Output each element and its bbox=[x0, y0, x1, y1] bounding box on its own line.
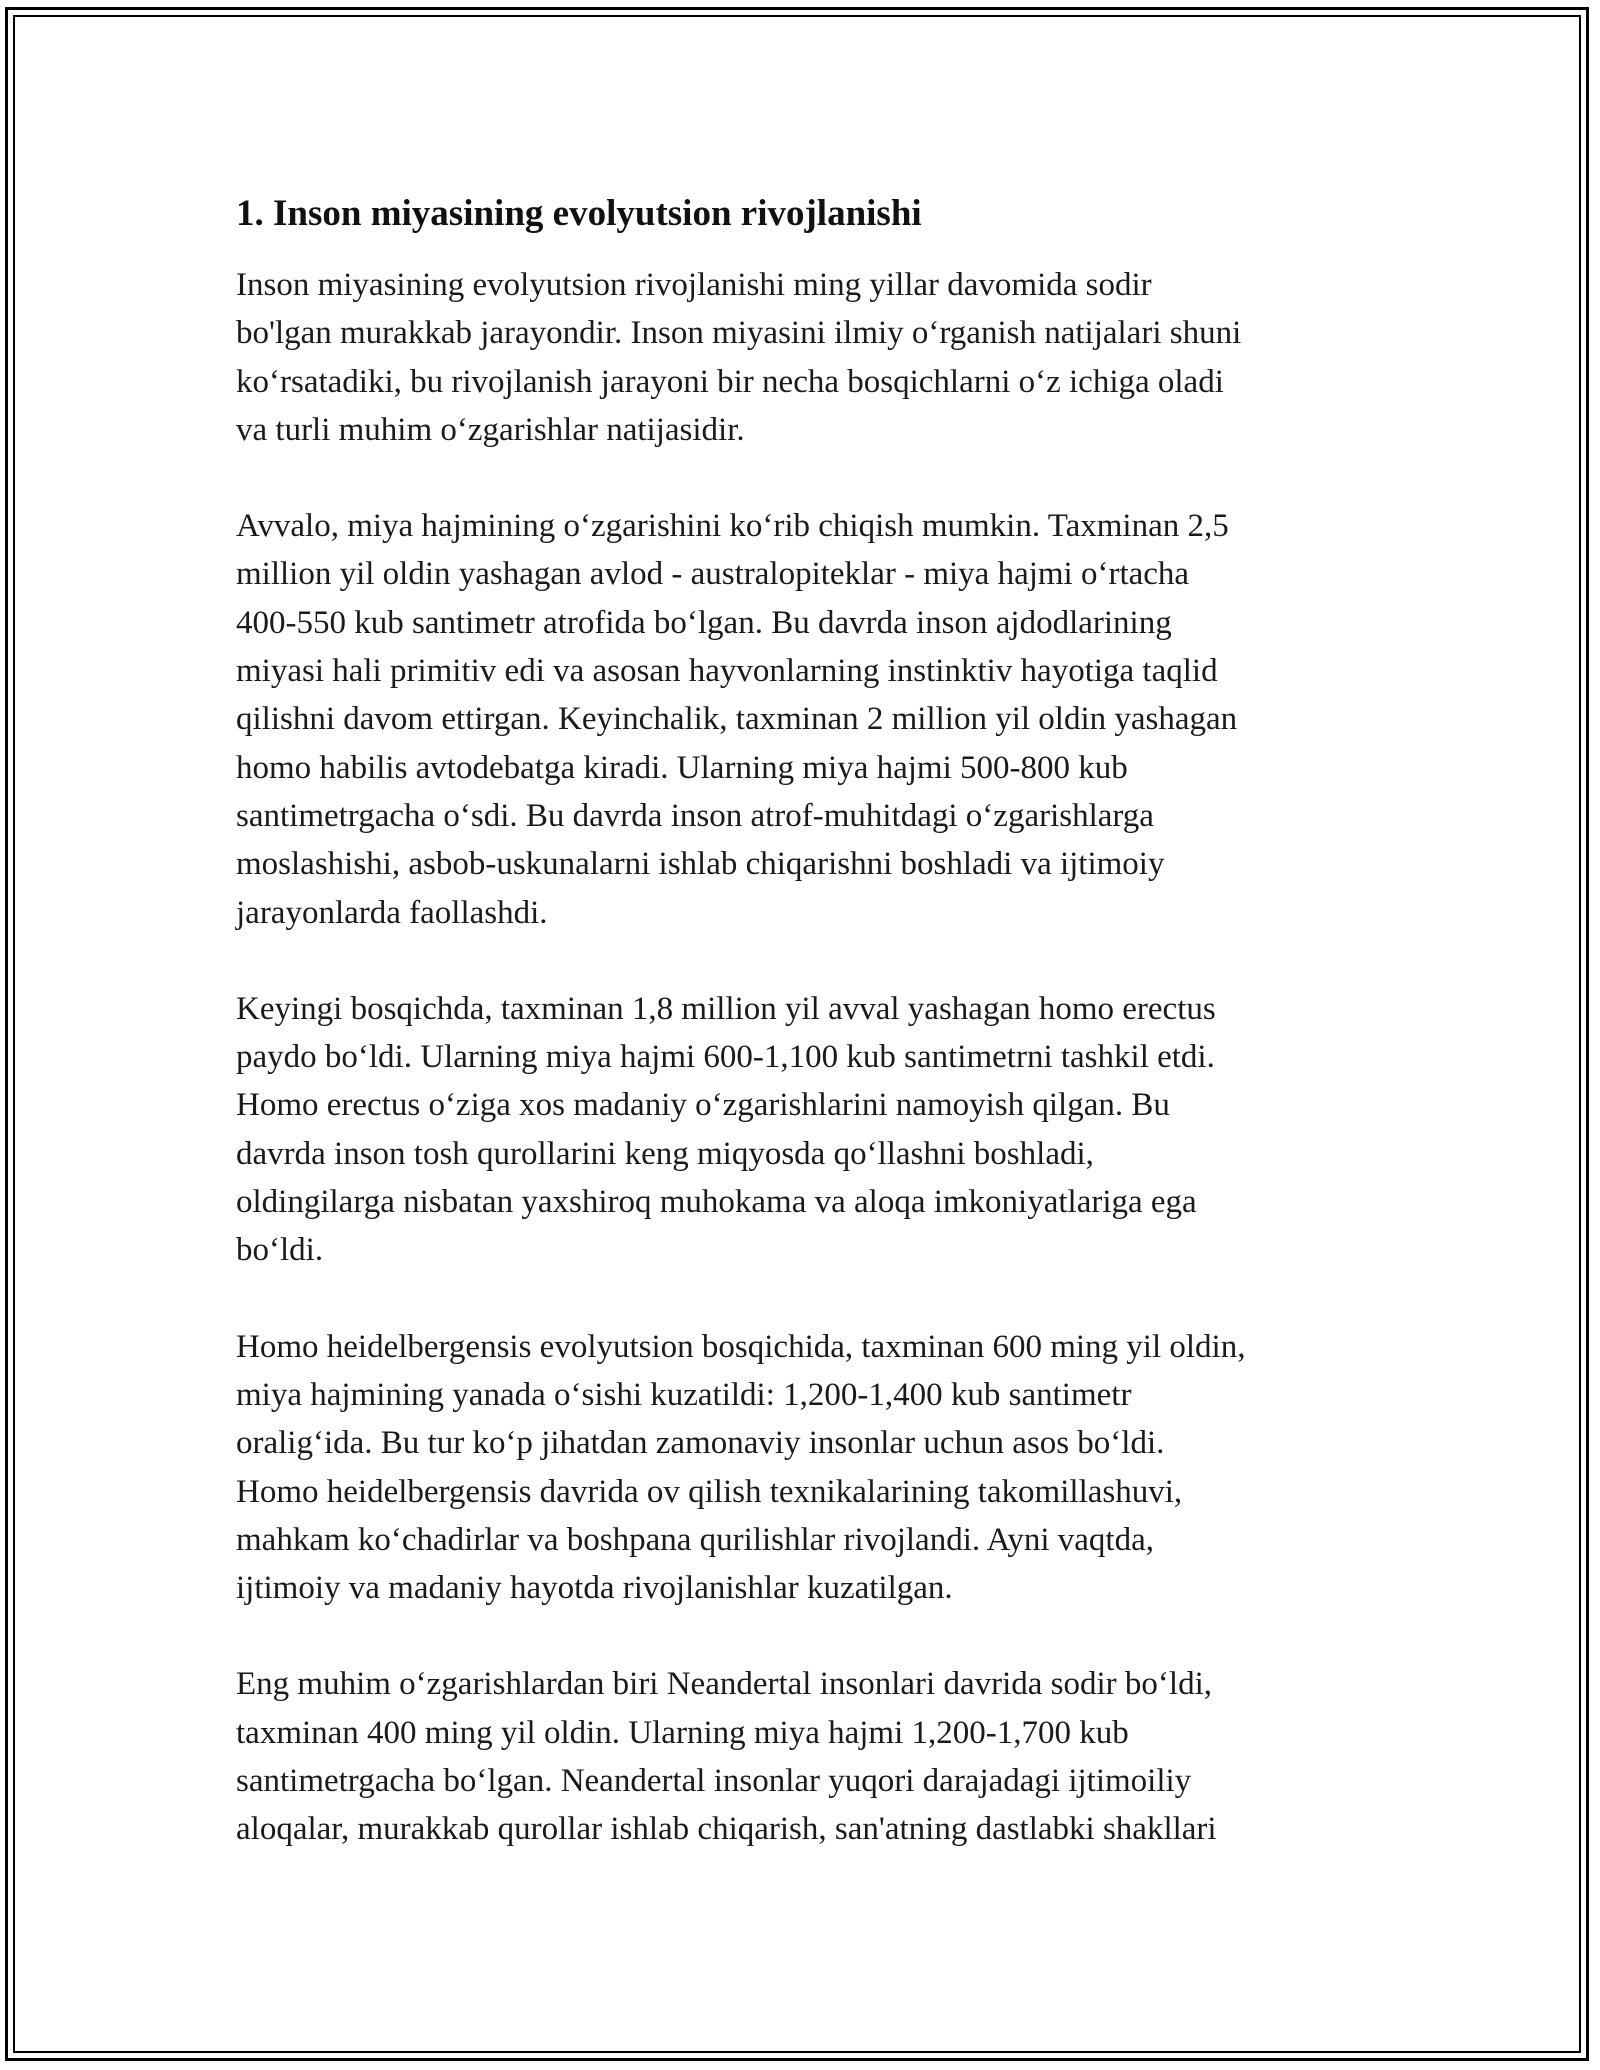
text-line: oralig‘ida. Bu tur ko‘p jihatdan zamonaviy insonlar uchun asos bo‘ldi. bbox=[236, 1425, 1165, 1462]
text-line: homo habilis avtodebatga kiradi. Ularning miya hajmi 500-800 kub bbox=[236, 749, 1128, 786]
text-line: moslashishi, asbob-uskunalarni ishlab chiqarishni boshladi va ijtimoiy bbox=[236, 846, 1165, 883]
text-line: ijtimoiy va madaniy hayotda rivojlanishlar kuzatilgan. bbox=[236, 1570, 953, 1607]
text-line: Homo erectus o‘ziga xos madaniy o‘zgarishlarini namoyish qilgan. Bu bbox=[236, 1087, 1170, 1124]
text-line: 400-550 kub santimetr atrofida bo‘lgan. Bu davrda inson ajdodlarining bbox=[236, 604, 1172, 641]
text-line: qilishni davom ettirgan. Keyinchalik, taxminan 2 million yil oldin yashagan bbox=[236, 701, 1238, 738]
text-line: ko‘rsatadiki, bu rivojlanish jarayoni bir necha bosqichlarni o‘z ichiga oladi bbox=[236, 363, 1224, 400]
text-line: santimetrgacha o‘sdi. Bu davrda inson atrof-muhitdagi o‘zgarishlarga bbox=[236, 797, 1154, 834]
text-line: Homo heidelbergensis davrida ov qilish texnikalarining takomillashuvi, bbox=[236, 1473, 1183, 1510]
text-line: bo‘ldi. bbox=[236, 1232, 324, 1269]
text-line: davrda inson tosh qurollarini keng miqyosda qo‘llashni boshladi, bbox=[236, 1135, 1094, 1172]
text-line: paydo bo‘ldi. Ularning miya hajmi 600-1,100 kub santimetrni tashkil etdi. bbox=[236, 1039, 1215, 1076]
text-line: Keyingi bosqichda, taxminan 1,8 million yil avval yashagan homo erectus bbox=[236, 990, 1216, 1027]
text-line: Avvalo, miya hajmining o‘zgarishini ko‘rib chiqish mumkin. Taxminan 2,5 bbox=[236, 508, 1229, 545]
text-line: Homo heidelbergensis evolyutsion bosqichida, taxminan 600 ming yil oldin, bbox=[236, 1328, 1246, 1365]
paragraph-australopithecus bbox=[236, 502, 1376, 937]
text-line: miya hajmining yanada o‘sishi kuzatildi: 1,200-1,400 kub santimetr bbox=[236, 1376, 1132, 1413]
text-line: oldingilarga nisbatan yaxshiroq muhokama va aloqa imkoniyatlariga ega bbox=[236, 1184, 1197, 1221]
section-heading: 1. Inson miyasining evolyutsion rivojlanishi bbox=[236, 193, 922, 234]
text-line: bo'lgan murakkab jarayondir. Inson miyasini ilmiy o‘rganish natijalari shuni bbox=[236, 315, 1242, 352]
text-line: va turli muhim o‘zgarishlar natijasidir. bbox=[236, 411, 745, 448]
paragraph-intro bbox=[236, 261, 1376, 454]
paragraph-homo-heidelbergensis bbox=[236, 1323, 1376, 1613]
paragraph-neanderthal bbox=[236, 1660, 1376, 1853]
text-line: miyasi hali primitiv edi va asosan hayvonlarning instinktiv hayotiga taqlid bbox=[236, 653, 1218, 690]
paragraph-homo-erectus bbox=[236, 985, 1376, 1275]
text-line: taxminan 400 ming yil oldin. Ularning miya hajmi 1,200-1,700 kub bbox=[236, 1714, 1129, 1751]
text-line: aloqalar, murakkab qurollar ishlab chiqarish, san'atning dastlabki shakllari bbox=[236, 1811, 1217, 1848]
document-body bbox=[236, 186, 1376, 1902]
text-line: Inson miyasining evolyutsion rivojlanishi ming yillar davomida sodir bbox=[236, 267, 1152, 303]
text-line: mahkam ko‘chadirlar va boshpana qurilishlar rivojlandi. Ayni vaqtda, bbox=[236, 1521, 1154, 1558]
text-line: jarayonlarda faollashdi. bbox=[236, 894, 548, 931]
text-line: million yil oldin yashagan avlod - australopiteklar - miya hajmi o‘rtacha bbox=[236, 556, 1190, 593]
text-line: Eng muhim o‘zgarishlardan biri Neandertal insonlari davrida sodir bo‘ldi, bbox=[236, 1666, 1212, 1703]
text-line: santimetrgacha bo‘lgan. Neandertal insonlar yuqori darajadagi ijtimoiliy bbox=[236, 1763, 1192, 1800]
